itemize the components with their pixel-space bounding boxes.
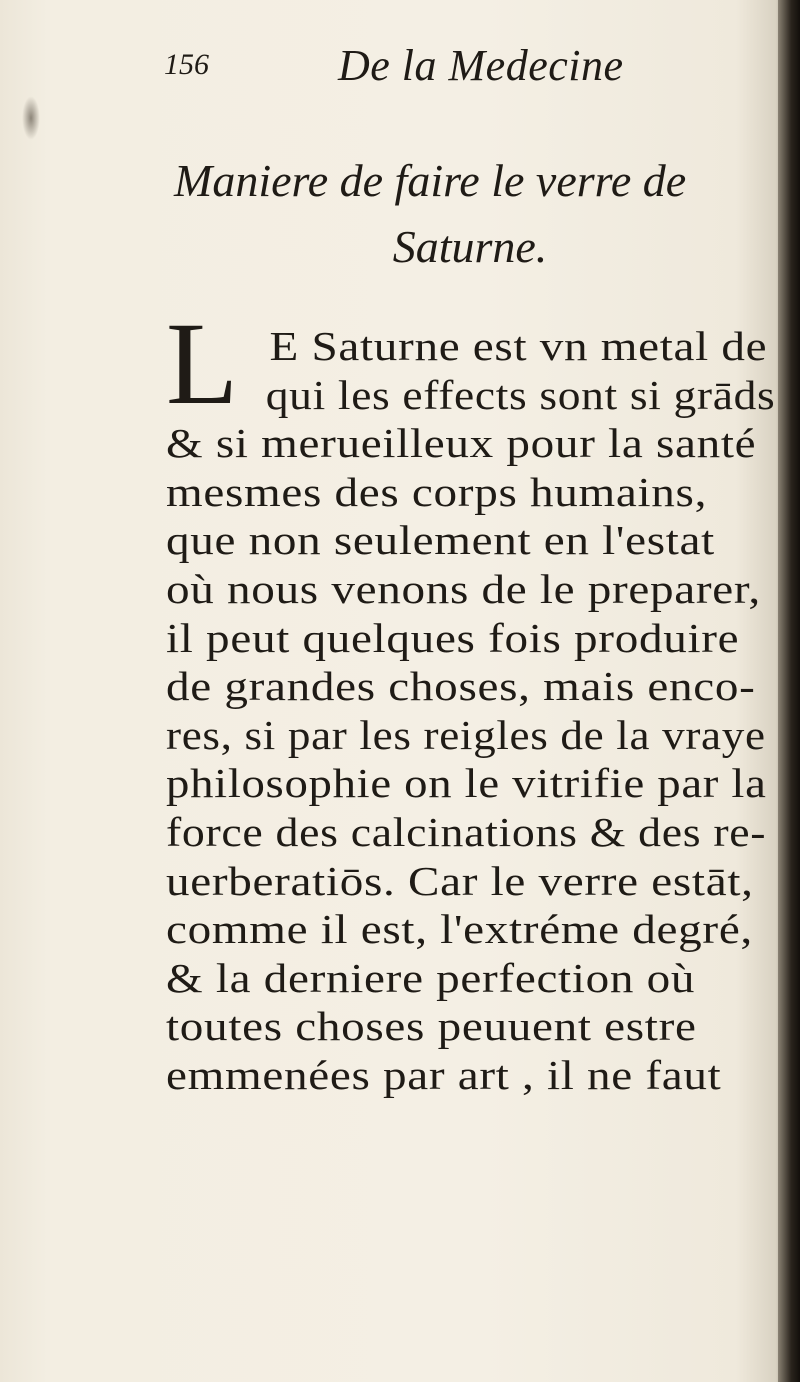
text-line: emmenées par art , il ne faut — [166, 1051, 722, 1098]
body-text — [166, 322, 776, 1100]
text-line: comme il est, l'extréme degré, — [166, 906, 753, 953]
text-line: mesmes des corps humains, — [166, 468, 708, 515]
text-line: qui les effects sont si grāds — [265, 371, 776, 418]
page-number: 156 — [164, 48, 209, 81]
chapter-title — [170, 148, 770, 280]
text-line: où nous venons de le preparer, — [166, 565, 761, 612]
ink-smudge — [22, 96, 40, 140]
chapter-title-line-2: Saturne. — [392, 221, 548, 272]
drop-cap: L — [166, 298, 239, 429]
page-header — [160, 36, 720, 96]
text-line: force des calcinations & des re- — [166, 808, 767, 855]
text-line: philosophie on le vitrifie par la — [166, 760, 767, 807]
text-line: & si merueilleux pour la santé — [166, 420, 757, 467]
book-spine-shadow — [778, 0, 800, 1382]
text-line: de grandes choses, mais enco- — [166, 663, 756, 710]
text-line: & la derniere perfection où — [166, 954, 696, 1001]
text-line: res, si par les reigles de la vraye — [166, 711, 766, 758]
text-line: il peut quelques fois produire — [166, 614, 740, 661]
chapter-title-line-1: Maniere de faire le verre de — [174, 155, 687, 206]
text-line: uerberatiōs. Car le verre estāt, — [166, 857, 754, 904]
text-line: E Saturne est vn metal de — [269, 323, 768, 369]
text-line: que non seulement en l'estat — [166, 517, 715, 564]
running-title: De la Medecine — [338, 41, 624, 90]
text-line: toutes choses peuuent estre — [166, 1003, 697, 1050]
